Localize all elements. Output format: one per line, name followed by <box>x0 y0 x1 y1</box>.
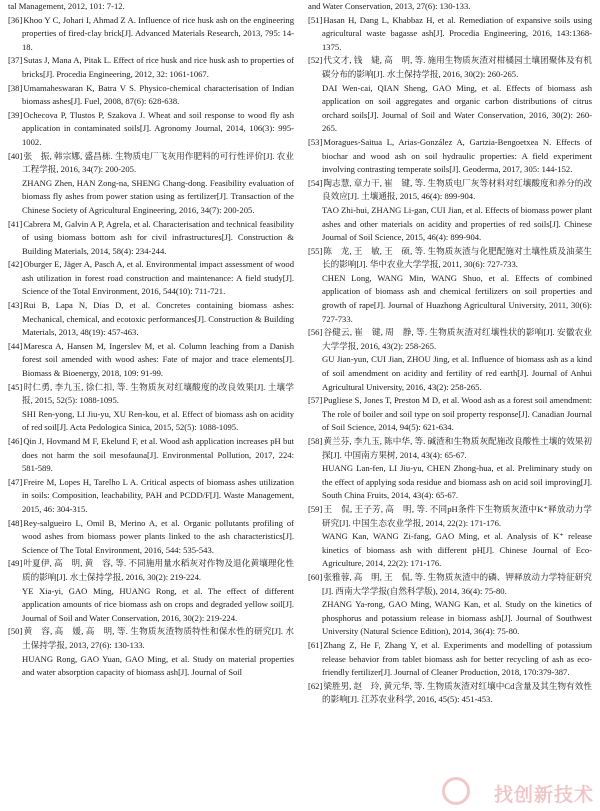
reference-text-chinese: 黄兰芬, 李九玉, 陈中华, 等. 碱渣和生物质灰配施改良酸性土壤的效果初探[J]. 中国南方果树, 2014, 43(4): 65-67. <box>322 436 592 460</box>
reference-text-chinese: 王 侃, 王子芳, 高 明, 等. 不同pH条件下生物质灰渣中K⁺释放动力学研究[J]. 中国生态农业学报, 2014, 22(2): 171-176. <box>322 503 592 528</box>
reference-number: [40] <box>8 150 23 161</box>
reference-number: [47] <box>8 476 23 487</box>
reference-text-english: Zhang Z, He F, Zhang Y, et al. Experiments and modelling of potassium release behavior from tablet biomass ash for better recycling of ash as eco-friendly fertilizer[J]. Journal of Cleaner Production, 2018, 170:379-387. <box>322 639 592 678</box>
reference-text-english: Moragues-Saitua L, Arias-González A, Gartzia-Bengoetxea N. Effects of biochar and wood ash on soil hydraulic properties: A field experiment involving contrasting temperate soils[J]. Geoderma, 2017, 305: 144-152. <box>322 136 592 175</box>
reference-text-chinese: 黄 容, 高 媛, 高 明, 等. 生物质灰渣物质特性和保水性的研究[J]. 水土保持学报, 2013, 27(6): 130-133. <box>22 626 294 650</box>
reference-number: [41] <box>8 218 23 229</box>
reference-number: [55] <box>308 245 323 256</box>
reference-number: [42] <box>8 259 23 270</box>
reference-text-chinese: 时仁勇, 李九玉, 徐仁扣, 等. 生物质灰对红壤酸度的改良效果[J]. 土壤学报, 2015, 52(5): 1088-1095. <box>22 381 294 406</box>
reference-number: [48] <box>8 517 23 528</box>
reference-entry <box>308 0 592 14</box>
reference-text-english: Rey-salgueiro L, Omil B, Merino A, et al. Organic pollutants profiling of wood ashes from biomass power plants linked to the ash characteristics[J]. Science of The Total Environment, 2016, 544: 535-543. <box>22 517 294 555</box>
reference-number: [37] <box>8 55 23 66</box>
reference-number: [49] <box>8 558 23 569</box>
reference-text-english: YE Xia-yi, GAO Ming, HUANG Rong, et al. The effect of different application amounts of rice biomass ash on crops and degraded yellow soil[J]. Journal of Soil and Water Conservation, 2016, 30(2): 219-224. <box>22 585 294 623</box>
reference-entry <box>8 14 294 55</box>
reference-text-english: Rui B, Lapa N, Dias D, et al. Concretes containing biomass ashes: Mechanical, chemical, and ecotoxic performances[J]. Construction & Building Materials, 2013, 48(19): 457-463. <box>22 300 294 338</box>
reference-number: [36] <box>8 14 23 25</box>
reference-number: [46] <box>8 436 23 446</box>
reference-number: [43] <box>8 300 23 311</box>
reference-number: [50] <box>8 626 23 637</box>
reference-number: [57] <box>308 395 323 406</box>
reference-text-english: SHI Ren-yong, LI Jiu-yu, XU Ren-kou, et al. Effect of biomass ash on acidity of red soil[J]. Acta Pedologica Sinica, 2015, 52(5): 1088-1095. <box>22 408 294 433</box>
reference-entry <box>308 639 592 680</box>
reference-text-english: Qin J, Hovmand M F, Ekelund F, et al. Wood ash application increases pH but does not harm the soil mesofauna[J]. Environmental Pollution, 2017, 224: 581-589. <box>22 436 294 474</box>
reference-entry <box>8 381 294 435</box>
reference-text-english: Khoo Y C, Johari I, Ahmad Z A. Influence of rice husk ash on the engineering properties of fired-clay brick[J]. Advanced Materials Research, 2013, 795: 14-18. <box>22 14 294 52</box>
reference-entry <box>308 54 592 136</box>
reference-text-chinese: 梁胜男, 赵 玲, 黄元华, 等. 生物质灰渣对红壤中Cd含量及其生物有效性的影响[J]. 江苏农业科学, 2016, 45(5): 451-453. <box>322 680 592 705</box>
reference-text-english: Ochecova P, Tlustos P, Szakova J. Wheat and soil response to wood fly ash application in contaminated soils[J]. Agronomy Journal, 2014, 106(3): 995-1002. <box>22 109 294 147</box>
reference-text-english: Umamaheswaran K, Batra V S. Physico-chemical characterisation of Indian biomass ashes[J]. Fuel, 2008, 87(6): 628-638. <box>22 82 294 107</box>
reference-text-english: Maresca A, Hansen M, Ingerslev M, et al. Column leaching from a Danish forest soil amended with wood ashes: Fate of major and trace elements[J]. Biomass & Bioenergy, 2018, 109: 91-99. <box>22 340 294 379</box>
reference-text-chinese: 代文才, 钱 婕, 高 明, 等. 施用生物质灰渣对柑橘园土壤团聚体及有机碳分布的影响[J]. 水土保持学报, 2016, 30(2): 260-265. <box>322 55 592 79</box>
reference-text-english: Pugliese S, Jones T, Preston M D, et al. Wood ash as a forest soil amendment: The role of boiler and soil type on soil property response[J]. Canadian Journal of Soil Science, 2014, 94(5): 621-634. <box>322 395 592 433</box>
reference-number: [56] <box>308 327 323 338</box>
reference-number: [60] <box>308 571 323 582</box>
reference-entry <box>8 557 294 625</box>
reference-entry <box>308 245 592 327</box>
reference-text-chinese: 陈 龙, 王 敏, 王 硕, 等. 生物质灰渣与化肥配施对土壤性质及油菜生长的影响[J]. 华中农业大学学报, 2011, 30(6): 727-733. <box>322 245 592 270</box>
reference-entry <box>308 394 592 435</box>
reference-entry <box>8 435 294 476</box>
reference-text-english: and Water Conservation, 2013, 27(6): 130-133. <box>308 1 471 11</box>
reference-number: [38] <box>8 82 23 93</box>
reference-number: [39] <box>8 109 23 120</box>
watermark: 找创新技术 <box>493 784 594 806</box>
reference-text-english: tal Management, 2012, 101: 7-12. <box>8 1 125 11</box>
references-right-column <box>308 0 592 707</box>
reference-number: [58] <box>308 436 323 446</box>
reference-text-chinese: 谷健云, 崔 键, 周 静, 等. 生物质灰渣对红壤性状的影响[J]. 安徽农业大学学报, 2016, 43(2): 258-265. <box>322 327 592 351</box>
reference-entry <box>8 0 294 14</box>
reference-text-english: Oburger E, Jäger A, Pasch A, et al. Environmental impact assessment of wood ash utilization in forest road construction and maintenance: A field study[J]. Science of the Total Environment, 2016, 544(10): 711-721. <box>22 259 294 297</box>
reference-number: [45] <box>8 381 23 392</box>
reference-text-english: GU Jian-yun, CUI Jian, ZHOU Jing, et al. Influence of biomass ash as a kind of soil amendment on acidity and fertility of red earth[J]. Journal of Anhui Agricultural University, 2016, 43(2): 258-265. <box>322 354 592 392</box>
reference-text-english: Hasan H, Dang L, Khabbaz H, et al. Remediation of expansive soils using agricultural waste bagasse ash[J]. Procedia Engineering, 2016, 143:1368-1375. <box>322 14 592 52</box>
reference-entry <box>8 150 294 218</box>
reference-text-english: TAO Zhi-hui, ZHANG Li-gan, CUI Jian, et al. Effects of biomass power plant ashes and other materials on acidity and properties of red soils[J]. Chinese Journal of Soil Science, 2015, 46(4): 899-904. <box>322 204 592 243</box>
reference-text-english: Freire M, Lopes H, Tarelho L A. Critical aspects of biomass ashes utilization in soils: Composition, leachability, PAH and PCDD/F[J]. Waste Management, 2015, 46: 304-315. <box>22 476 294 514</box>
reference-entry <box>308 503 592 571</box>
reference-text-chinese: 叶夏伊, 高 明, 黄 容, 等. 不同施用量水稻灰对作物及退化黄壤理化性质的影响[J]. 水土保持学报, 2016, 30(2): 219-224. <box>22 558 294 582</box>
reference-number: [54] <box>308 177 323 188</box>
reference-entry <box>8 625 294 679</box>
reference-entry <box>8 517 294 558</box>
watermark-logo-icon <box>442 777 470 805</box>
reference-text-english: WANG Kan, WANG Zi-fang, GAO Ming, et al. Analysis of K⁺ release kinetics of biomass ash with different pH[J]. Chinese Journal of Eco-Agriculture, 2014, 22(2): 171-176. <box>322 531 592 569</box>
reference-text-english: Cabrera M, Galvin A P, Agrela, et al. Characterisation and technical feasibility of using biomass bottom ash for civil infrastructures[J]. Construction & Building Materials, 2014, 58(4): 234-244. <box>22 218 294 256</box>
reference-text-english: CHEN Long, WANG Min, WANG Shuo, et al. Effects of combined application of biomass ash and chemical fertilizers on soil properties and growth of rape[J]. Journal of Huazhong Agricultural University, 2011, 30(6): 727-733. <box>322 272 592 324</box>
reference-entry <box>308 177 592 245</box>
reference-entry <box>8 299 294 340</box>
reference-text-english: ZHANG Ya-rong, GAO Ming, WANG Kan, et al. Study on the kinetics of phosphorus and potassium release in biomass ash[J]. Journal of Southwest University (Natural Science Edition), 2014, 36(4): 75-80. <box>322 599 592 637</box>
reference-entry <box>8 54 294 81</box>
reference-text-chinese: 张 振, 韩宗娜, 盛昌栋. 生物质电厂飞灰用作肥料的可行性评价[J]. 农业工程学报, 2016, 34(7): 200-205. <box>22 150 294 175</box>
reference-text-english: ZHANG Zhen, HAN Zong-na, SHENG Chang-dong. Feasibility evaluation of biomass fly ashes from power station using as fertilizer[J]. Transaction of the Chinese Society of Agricultural Engineering, 2016, 34(7): 200-205. <box>22 177 294 215</box>
reference-entry <box>8 82 294 109</box>
reference-entry <box>308 435 592 503</box>
reference-number: [62] <box>308 680 323 691</box>
reference-number: [61] <box>308 639 323 650</box>
reference-entry <box>308 326 592 394</box>
reference-number: [52] <box>308 55 323 66</box>
reference-number: [51] <box>308 14 323 25</box>
reference-entry <box>308 680 592 707</box>
reference-text-chinese: 陶志慧, 章力干, 崔 键, 等. 生物质电厂灰等材料对红壤酸度和养分的改良效应[J]. 土壤通报, 2015, 46(4): 899-904. <box>322 177 592 202</box>
reference-number: [44] <box>8 340 23 351</box>
reference-entry <box>8 109 294 150</box>
reference-entry <box>308 14 592 55</box>
reference-entry <box>308 571 592 639</box>
reference-entry <box>8 258 294 299</box>
reference-entry <box>308 136 592 177</box>
reference-text-english: DAI Wen-cai, QIAN Sheng, GAO Ming, et al. Effects of biomass ash application on soil aggregates and organic carbon distributions of citrus orchard soils[J]. Journal of Soil and Water Conservation, 2016, 30(2): 260-265. <box>322 82 592 134</box>
reference-entry <box>8 340 294 381</box>
reference-number: [59] <box>308 503 323 514</box>
reference-text-chinese: 张雅蓉, 高 明, 王 侃, 等. 生物质灰渣中的磷、钾释放动力学特征研究[J]. 西南大学学报(自然科学版), 2014, 36(4): 75-80. <box>322 571 592 596</box>
reference-text-english: Sutas J, Mana A, Pitak L. Effect of rice husk and rice husk ash to properties of bricks[J]. Procedia Engineering, 2012, 32: 1061-1067. <box>22 55 294 79</box>
reference-number: [53] <box>308 136 323 147</box>
reference-entry <box>8 218 294 259</box>
reference-entry <box>8 476 294 517</box>
references-left-column <box>8 0 294 680</box>
reference-text-english: HUANG Lan-fen, LI Jiu-yu, CHEN Zhong-hua, et al. Preliminary study on the effect of applying soda residue and biomass ash on acid soil improving[J]. South China Fruits, 2014, 43(4): 65-67. <box>322 463 592 501</box>
reference-text-english: HUANG Rong, GAO Yuan, GAO Ming, et al. Study on material properties and water absorption capacity of biomass ash[J]. Journal of Soil <box>22 653 294 678</box>
